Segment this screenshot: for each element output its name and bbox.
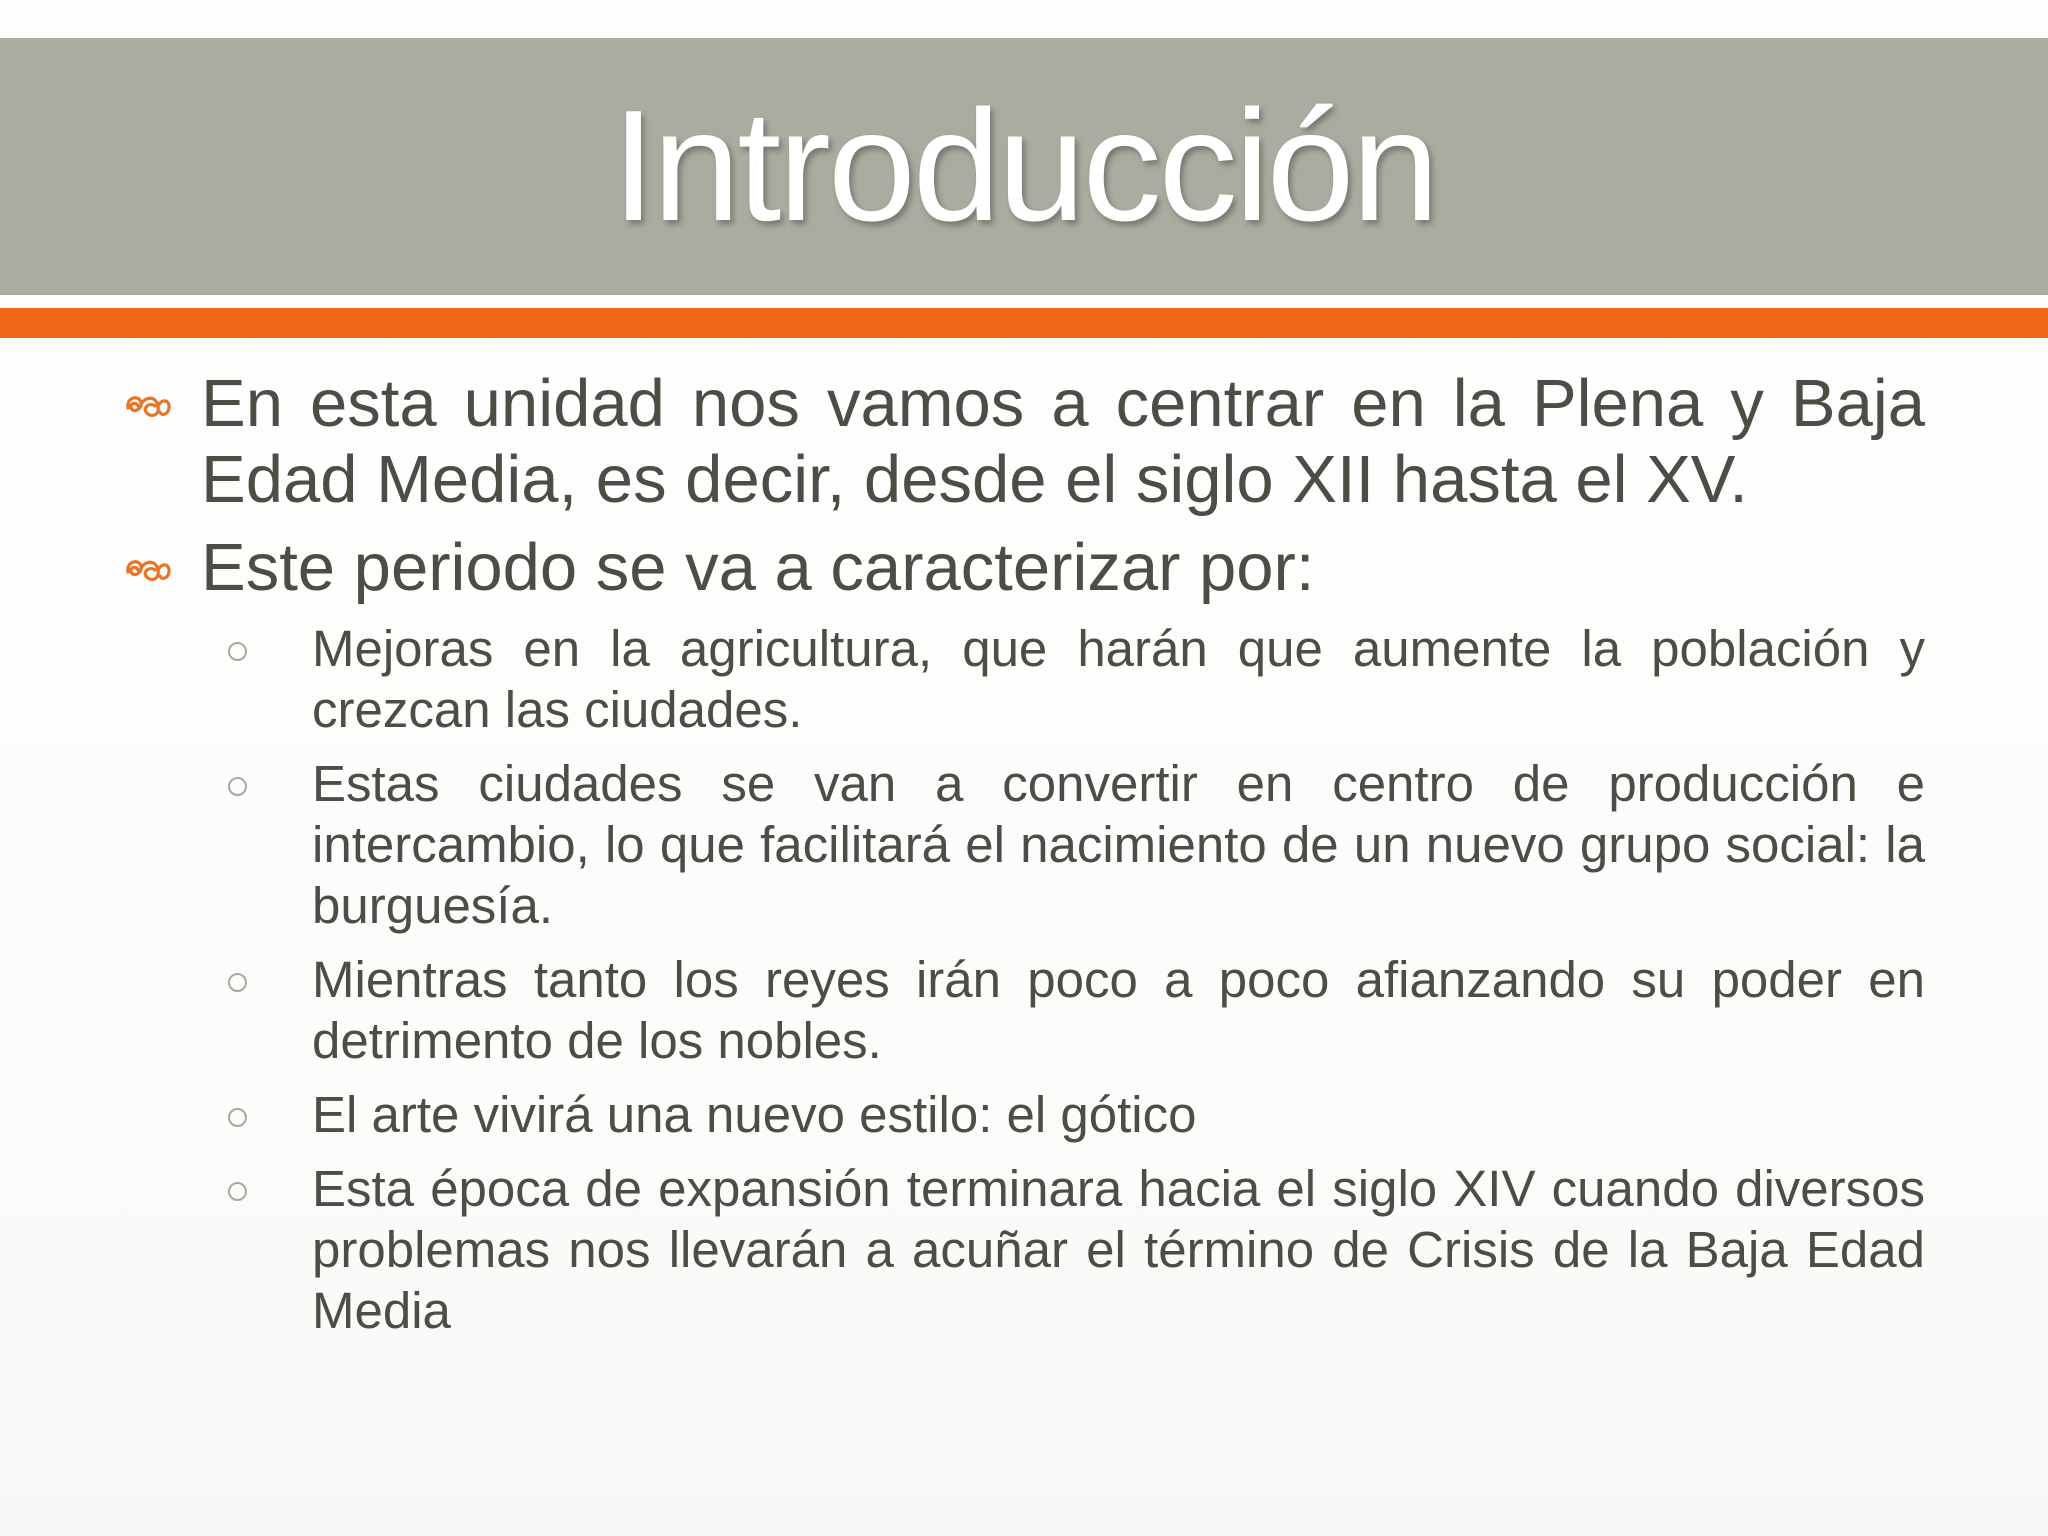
circle-bullet-icon <box>228 1108 247 1127</box>
bullet-text: Este periodo se va a caracterizar por: <box>201 530 1315 605</box>
sub-bullet-text: Esta época de expansión terminara hacia el siglo XIV cuando diversos problemas nos llevarán a acuñar el término de Crisis de la Baja Edad Media <box>312 1160 1925 1339</box>
bullet-item <box>122 530 1925 606</box>
sub-bullet-text: Mientras tanto los reyes irán poco a poco afianzando su poder en detrimento de los nobles. <box>312 951 1925 1069</box>
sub-bullet-item <box>228 1084 1925 1145</box>
accent-bar <box>0 308 2048 338</box>
sub-bullet-item <box>228 949 1925 1071</box>
circle-bullet-icon <box>228 777 247 796</box>
slide-content <box>122 366 1925 1354</box>
ornament-bullet-icon <box>122 368 174 440</box>
circle-bullet-icon <box>228 642 247 661</box>
circle-bullet-icon <box>228 1182 247 1201</box>
sub-bullet-item <box>228 1158 1925 1341</box>
sub-bullet-text: Estas ciudades se van a convertir en centro de producción e intercambio, lo que facilitará el nacimiento de un nuevo grupo social: la burguesía. <box>312 755 1925 934</box>
slide-title: Introducción <box>611 78 1437 254</box>
circle-bullet-icon <box>228 973 247 992</box>
ornament-bullet-icon <box>122 532 174 604</box>
sub-bullet-item <box>228 753 1925 936</box>
sub-bullet-list <box>228 618 1925 1341</box>
sub-bullet-text: Mejoras en la agricultura, que harán que aumente la población y crezcan las ciudades. <box>312 620 1925 738</box>
bullet-text: En esta unidad nos vamos a centrar en la Plena y Baja Edad Media, es decir, desde el siglo XII hasta el XV. <box>201 366 1925 517</box>
bullet-item <box>122 366 1925 518</box>
sub-bullet-item <box>228 618 1925 740</box>
sub-bullet-text: El arte vivirá una nuevo estilo: el gótico <box>312 1086 1197 1143</box>
